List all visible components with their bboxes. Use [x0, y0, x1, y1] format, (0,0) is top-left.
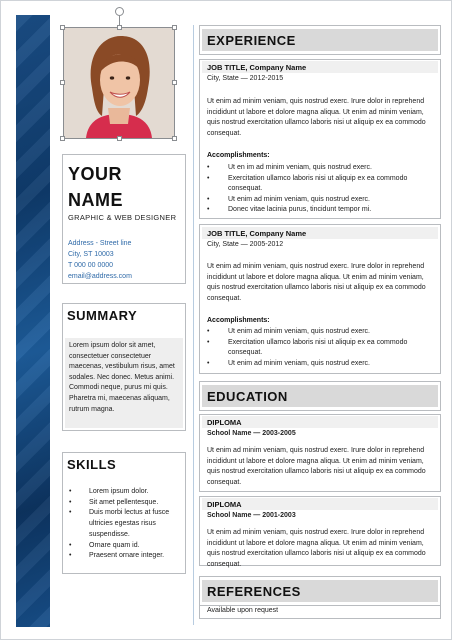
photo-selection-frame [63, 27, 175, 139]
summary-text: Lorem ipsum dolor sit amet, consectetuer consectetuer maecenas, vestibulum risus, amet sodales. Nec donec. Metus animi. Commodi neque, purus mi quis. Pharetra mi, maecenas aliquam, rutrum magna. [69, 342, 175, 413]
city-line: City, ST 10003 [68, 251, 114, 258]
resize-handle[interactable] [172, 80, 177, 85]
school-meta: School Name — 2001-2003 [207, 512, 296, 519]
accomplishments-list [207, 327, 435, 369]
rotate-handle[interactable] [115, 7, 124, 16]
list-item: • Exercitation ullamco laboris nisi ut aliquip ex ea commodo consequat. [207, 338, 435, 359]
skills-heading: SKILLS [67, 457, 117, 472]
list-item: • Lorem ipsum dolor. [67, 487, 185, 498]
list-item: • Donec vitae lacinia purus, tincidunt tempor mi. [207, 205, 435, 216]
list-item: • Praesent ornare integer. [67, 551, 185, 562]
job-meta: City, State — 2005-2012 [207, 241, 284, 248]
resize-handle[interactable] [60, 136, 65, 141]
list-item: • Duis morbi lectus at fusce ultricies egestas risus suspendisse. [67, 508, 185, 540]
job-meta: City, State — 2012-2015 [207, 75, 284, 82]
accomplishments-label: Accomplishments: [207, 317, 270, 324]
job-title: JOB TITLE, Company Name [207, 229, 307, 238]
column-divider [193, 25, 194, 625]
references-text: Available upon request [207, 607, 279, 614]
resize-handle[interactable] [60, 25, 65, 30]
candidate-name: YOUR NAME [68, 164, 123, 210]
list-item: • Sit amet pellentesque. [67, 498, 185, 509]
school-meta: School Name — 2003-2005 [207, 430, 296, 437]
resize-handle[interactable] [172, 25, 177, 30]
blue-side-bar [16, 15, 50, 627]
job-title: JOB TITLE, Company Name [207, 63, 307, 72]
address-line: Address - Street line [68, 240, 132, 247]
summary-heading: SUMMARY [67, 308, 138, 323]
accomplishments-label: Accomplishments: [207, 152, 270, 159]
resize-handle[interactable] [60, 80, 65, 85]
job-description: Ut enim ad minim veniam, quis nostrud exerc. Irure dolor in reprehend incididunt ut labore et dolore magna aliqua. Ut enim ad minim veniam, quis nostrud exercitation ullamco laboris nisi ut aliquip ex ea commodo consequat. [207, 98, 426, 137]
list-item: • Ornare quam id. [67, 541, 185, 552]
resize-handle[interactable] [117, 136, 122, 141]
accomplishments-list [207, 163, 435, 216]
resize-handle[interactable] [117, 25, 122, 30]
education-description: Ut enim ad minim veniam, quis nostrud exerc. Irure dolor in reprehend incididunt ut labore et dolore magna aliqua. Ut enim ad minim veniam, quis nostrud exercitation ullamco laboris nisi ut aliquip ex ea commodo consequat. [207, 529, 426, 568]
education-heading: EDUCATION [207, 389, 288, 404]
education-description: Ut enim ad minim veniam, quis nostrud exerc. Irure dolor in reprehend incididunt ut labore et dolore magna aliqua. Ut enim ad minim veniam, quis nostrud exercitation ullamco laboris nisi ut aliquip ex ea commodo consequat. [207, 447, 426, 486]
list-item: • Ut enim ad minim veniam, quis nostrud exerc. [207, 327, 435, 338]
job-description: Ut enim ad minim veniam, quis nostrud exerc. Irure dolor in reprehend incididunt ut labore et dolore magna aliqua. Ut enim ad minim veniam, quis nostrud exercitation ullamco laboris nisi ut aliquip ex ea commodo consequat. [207, 263, 426, 302]
list-item: • Ut enim ad minim veniam, quis nostrud exerc. [207, 359, 435, 370]
phone-line: T 000 00 0000 [68, 262, 114, 269]
list-item: • Ut en im ad minim veniam, quis nostrud exerc. [207, 163, 435, 174]
list-item: • Exercitation ullamco laboris nisi ut aliquip ex ea commodo consequat. [207, 174, 435, 195]
list-item: • Ut enim ad minim veniam, quis nostrud exerc. [207, 195, 435, 206]
contact-info [68, 238, 132, 282]
degree-title: DIPLOMA [207, 418, 242, 427]
skills-list [67, 487, 185, 562]
references-heading: REFERENCES [207, 584, 301, 599]
experience-heading: EXPERIENCE [207, 33, 296, 48]
degree-title: DIPLOMA [207, 500, 242, 509]
resize-handle[interactable] [172, 136, 177, 141]
email-link[interactable]: email@address.com [68, 273, 132, 280]
job-role: GRAPHIC & WEB DESIGNER [68, 213, 177, 222]
